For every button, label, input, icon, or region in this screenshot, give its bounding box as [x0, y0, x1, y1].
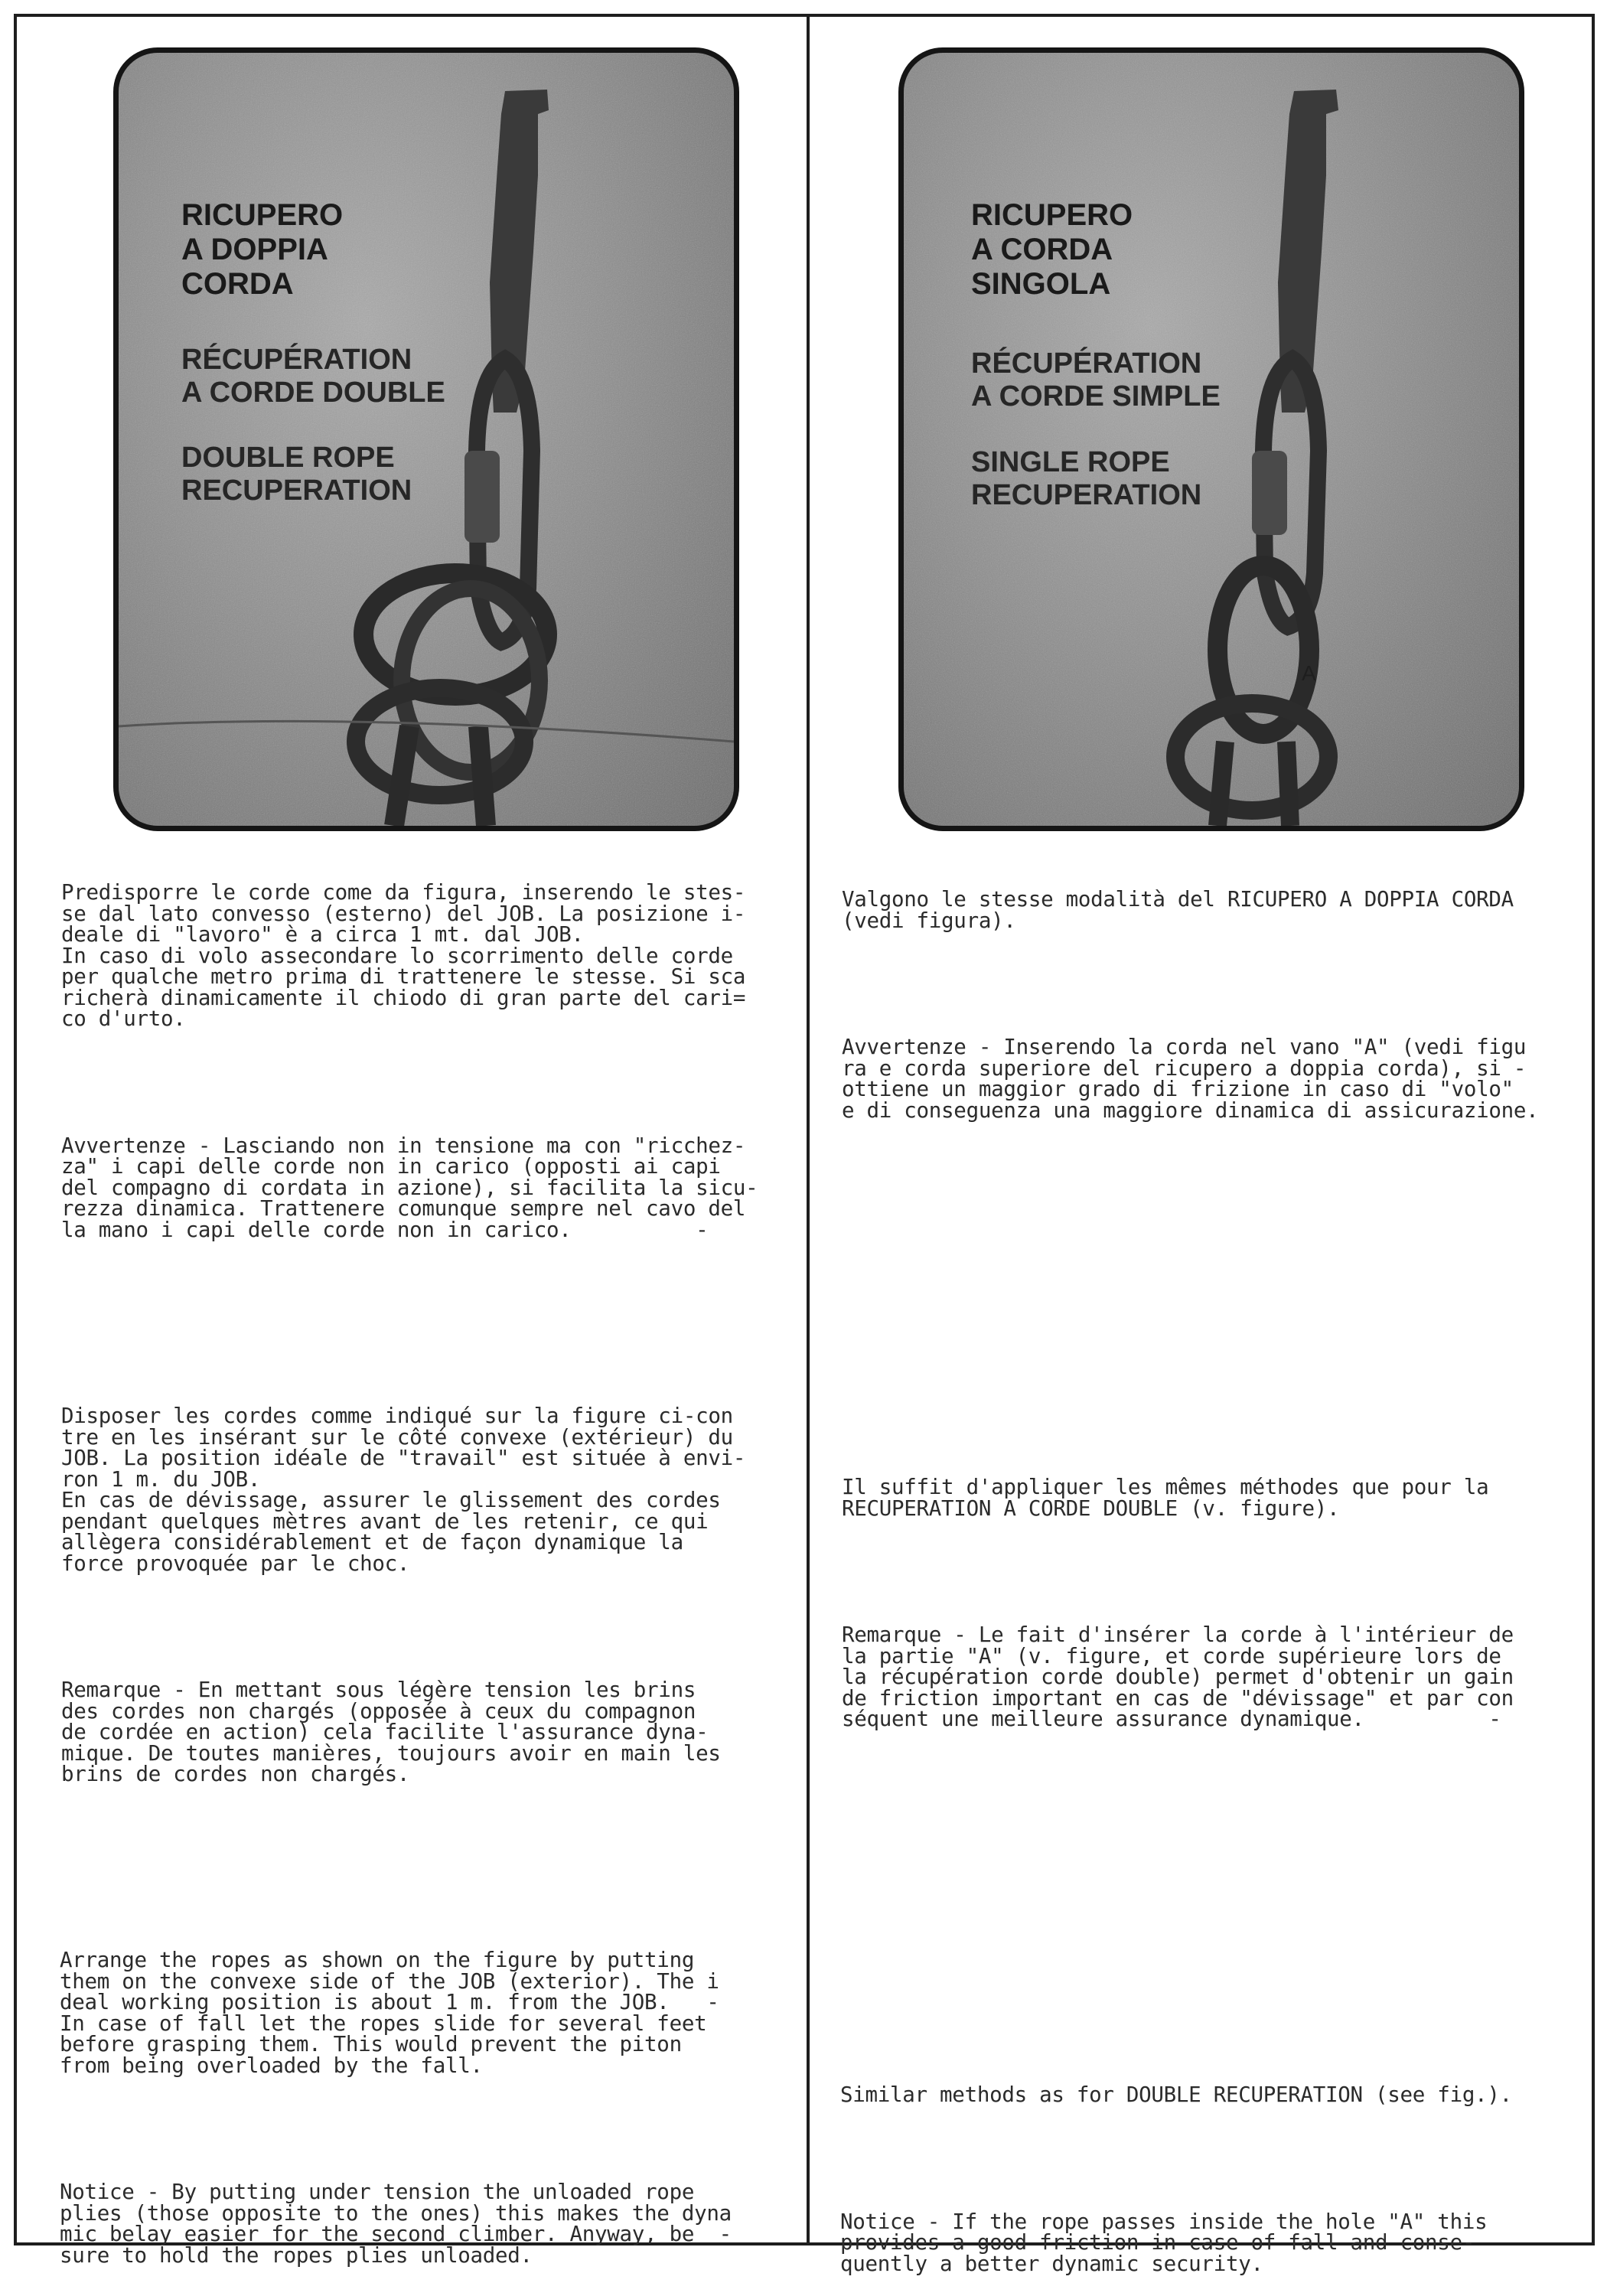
photo-title-english: SINGLE ROPE RECUPERATION — [971, 446, 1202, 511]
hole-marker-a: A — [1302, 661, 1316, 685]
photo-title-english: DOUBLE ROPE RECUPERATION — [181, 442, 412, 507]
left-italian-instructions: Predisporre le corde come da figura, inserendo le stes- se dal lato convesso (esterno) del JOB. La posizione i- deale di "lavoro" è a circa 1 mt. dal JOB. In caso di volo assecondare lo scorrimento delle corde per qualche metro prima di trattenere le stesse. Si sca richerà dinamicamente il chiodo di gran parte del cari= co d'urto. — [61, 880, 746, 1031]
right-italian-instructions: Valgono le stesse modalità del RICUPERO A DOPPIA CORDA (vedi figura). — [842, 887, 1514, 933]
right-english-instructions: Similar methods as for DOUBLE RECUPERATION (see fig.). — [840, 2082, 1512, 2107]
left-french-section — [61, 1364, 745, 1806]
photo-title-italian: RICUPERO A DOPPIA CORDA — [181, 198, 344, 301]
right-french-remark: Remarque - Le fait d'insérer la corde à l'intérieur de la partie "A" (v. figure, et corde supérieure lors de la récupération corde double) permet d'obtenir un gain de friction important en cas de "dévissage" et par con séquent une meilleure assurance dynamique. - — [842, 1623, 1514, 1731]
piton-carabiner-illustration — [119, 53, 734, 826]
right-french-instructions: Il suffit d'appliquer les mêmes méthodes que pour la RECUPERATION A CORDE DOUBLE (v. figure). — [842, 1475, 1489, 1521]
left-french-remark: Remarque - En mettant sous légère tension les brins des cordes non chargés (opposée à ceux du compagnon de cordée en action) cela facilite l'assurance dyna- mique. De toutes manières, toujours avoir en main les brins de cordes non chargés. — [61, 1678, 721, 1786]
left-english-instructions: Arrange the ropes as shown on the figure by putting them on the convexe side of the JOB (exterior). The i deal working position is about 1 m. from the JOB. - In case of fall let the ropes slide for several feet before grasping them. This would prevent the piton from being overloaded by the fall. — [60, 1948, 719, 2078]
piton-carabiner-illustration — [904, 53, 1519, 826]
photo-single-rope — [898, 47, 1524, 831]
right-french-section — [842, 1435, 1514, 1751]
photo-title-italian: RICUPERO A CORDA SINGOLA — [971, 198, 1133, 301]
photo-title-french: RÉCUPÉRATION A CORDE DOUBLE — [181, 344, 445, 409]
photo-double-rope — [113, 47, 739, 831]
left-italian-warning: Avvertenze - Lasciando non in tensione ma con "ricchez- za" i capi delle corde non in carico (opposti ai capi del compagno di cordata in azione), si facilita la sicu- rezza dinamica. Trattenere comunque sempre nel cavo del la mano i capi delle corde non in carico. - — [61, 1133, 758, 1242]
left-italian-section — [61, 840, 758, 1262]
left-english-notice: Notice - By putting under tension the unloaded rope plies (those opposite to the ones) this makes the dyna mic belay easier for the second climber. Anyway, be - sure to hold the ropes plies unloaded. — [60, 2180, 732, 2268]
right-italian-section — [842, 847, 1538, 1143]
left-french-instructions: Disposer les cordes comme indiqué sur la figure ci-con tre en les insérant sur le côté convexe (extérieur) du JOB. La position idéale de "travail" est située à envi- ron 1 m. du JOB. En cas de dévissage, assurer le glissement des cordes pendant quelques mètres avant de les retenir, ce qui allègera considérablement et de façon dynamique la force provoquée par le choc. — [61, 1404, 746, 1576]
right-italian-warning: Avvertenze - Inserendo la corda nel vano "A" (vedi figu ra e corda superiore del ricupero a doppia corda), si - ottiene un maggior grado di frizione in caso di "volo" e di conseguenza una maggiore dinamica di assicurazione. — [842, 1035, 1539, 1123]
right-english-notice: Notice - If the rope passes inside the hole "A" this provides a good friction in case of fall and conse- quently a better dynamic security. — [840, 2209, 1488, 2276]
column-divider — [807, 14, 810, 2242]
left-english-section — [60, 1908, 732, 2288]
photo-title-french: RÉCUPÉRATION A CORDE SIMPLE — [971, 347, 1221, 413]
